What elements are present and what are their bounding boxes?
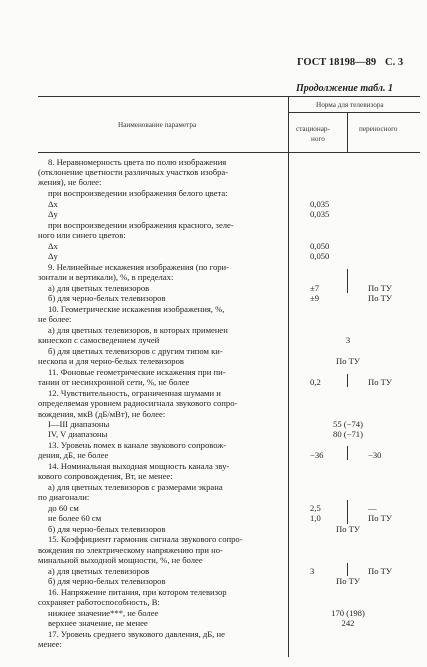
table-row bbox=[0, 335, 427, 346]
parameter-text: (отклонение цветности различных участков изобра- bbox=[38, 167, 229, 177]
parameter-text: Δy bbox=[48, 209, 58, 219]
parameter-text: тании от несинхронной сети, %, не более bbox=[38, 377, 190, 387]
parameter-text: при воспроизведении изображения красного, зеле- bbox=[48, 220, 234, 230]
parameter-text: вождения, мкВ (дБ/мВт), не более: bbox=[38, 409, 166, 419]
table-continuation-label: Продолжение табл. 1 bbox=[296, 83, 394, 94]
parameter-text: минальной выходной мощности, %, не более bbox=[38, 555, 203, 565]
value-stationary: −36 bbox=[310, 450, 324, 460]
parameter-text: дения, дБ, не более bbox=[38, 450, 109, 460]
table-row bbox=[0, 555, 427, 566]
table-row bbox=[0, 471, 427, 482]
parameter-text: Δx bbox=[48, 241, 58, 251]
value-portable: По ТУ bbox=[368, 566, 392, 576]
parameter-text: верхнее значение, не менее bbox=[48, 618, 148, 628]
value-stationary: ±7 bbox=[310, 283, 320, 293]
column-header-parameter: Наименование параметра bbox=[118, 121, 197, 129]
value-common: По ТУ bbox=[336, 576, 360, 586]
parameter-text: по диагонали: bbox=[38, 492, 90, 502]
parameter-text: а) для цветных телевизоров с размерами экрана bbox=[48, 482, 223, 492]
parameter-text: 8. Неравномерность цвета по полю изображения bbox=[48, 157, 227, 167]
parameter-text: 11. Фоновые геометрические искажения при пи- bbox=[48, 367, 226, 377]
column-header-stationary-line2: ного bbox=[311, 135, 325, 143]
parameter-text: сохраняет работоспособность, В: bbox=[38, 597, 160, 607]
value-common: 3 bbox=[345, 335, 351, 345]
value-common: По ТУ bbox=[336, 356, 360, 366]
page-number: С. 3 bbox=[385, 57, 404, 68]
table-header-bottom-rule bbox=[38, 152, 420, 153]
parameter-text: 9. Нелинейные искажения изображения (по гори- bbox=[48, 262, 229, 272]
parameter-text: 13. Уровень помех в канале звукового сопровож- bbox=[48, 440, 227, 450]
value-common: 55 (−74) bbox=[333, 419, 363, 429]
value-common: По ТУ bbox=[336, 524, 360, 534]
value-stationary: 0,050 bbox=[310, 251, 330, 261]
parameter-text: не более 60 см bbox=[48, 513, 102, 523]
table-row bbox=[0, 230, 427, 241]
parameter-text: а) для цветных телевизоров bbox=[48, 566, 150, 576]
table-row bbox=[0, 177, 427, 188]
column-header-stationary-line1: стационар- bbox=[296, 125, 330, 133]
value-portable: −30 bbox=[368, 450, 382, 460]
parameter-text: 17. Уровень среднего звукового давления, дБ, не bbox=[48, 629, 225, 639]
standard-number: ГОСТ 18198—89 bbox=[297, 57, 377, 68]
parameter-text: 14. Номинальная выходная мощность канала зву- bbox=[48, 461, 230, 471]
parameter-text: ного или синего цветов: bbox=[38, 230, 126, 240]
value-portable: По ТУ bbox=[368, 513, 392, 523]
parameter-text: 10. Геометрические искажения изображения, %, bbox=[48, 304, 225, 314]
parameter-text: нескопа и для черно-белых телевизоров bbox=[38, 356, 184, 366]
parameter-text: б) для черно-белых телевизоров bbox=[48, 293, 166, 303]
value-stationary: 3 bbox=[310, 566, 315, 576]
value-portable: По ТУ bbox=[368, 293, 392, 303]
table-row bbox=[0, 209, 427, 220]
table-row bbox=[0, 272, 427, 283]
parameter-text: а) для цветных телевизоров bbox=[48, 283, 150, 293]
parameter-text: Δy bbox=[48, 251, 58, 261]
value-stationary: 2,5 bbox=[310, 503, 321, 513]
value-stationary: 0,2 bbox=[310, 377, 321, 387]
table-row bbox=[0, 450, 427, 461]
norm-group-rule bbox=[288, 112, 420, 113]
parameter-text: при воспроизведении изображения белого цвета: bbox=[48, 188, 228, 198]
parameter-text: менее: bbox=[38, 639, 62, 649]
value-stationary: ±9 bbox=[310, 293, 320, 303]
table-column-divider bbox=[288, 96, 289, 152]
table-row bbox=[0, 639, 427, 650]
table-row bbox=[0, 618, 427, 629]
parameter-text: 16. Напряжение питания, при котором телевизор bbox=[48, 587, 227, 597]
parameter-text: 12. Чувствительность, ограниченная шумами и bbox=[48, 388, 221, 398]
parameter-text: определяемая уровнем радиосигнала звукового сопро- bbox=[38, 398, 238, 408]
parameter-text: Δx bbox=[48, 199, 58, 209]
column-header-norm-group: Норма для телевизора bbox=[316, 101, 384, 109]
table-row bbox=[0, 534, 427, 545]
value-stationary: 0,050 bbox=[310, 241, 330, 251]
table-row bbox=[0, 251, 427, 262]
table-row bbox=[0, 597, 427, 608]
parameter-text: а) для цветных телевизоров, в которых применен bbox=[48, 325, 228, 335]
table-row bbox=[0, 398, 427, 409]
table-row bbox=[0, 314, 427, 325]
parameter-text: 15. Коэффициент гармоник сигнала звукового сопро- bbox=[48, 534, 243, 544]
table-row bbox=[0, 293, 427, 304]
column-header-portable: переносного bbox=[359, 125, 398, 133]
value-common: 170 (198) bbox=[331, 608, 365, 618]
table-row bbox=[0, 188, 427, 199]
table-row bbox=[0, 492, 427, 503]
parameter-text: б) для черно-белых телевизоров bbox=[48, 576, 166, 586]
value-portable: По ТУ bbox=[368, 377, 392, 387]
parameter-text: не более: bbox=[38, 314, 72, 324]
table-row bbox=[0, 377, 427, 388]
parameter-text: IV, V диапазоны bbox=[48, 429, 108, 439]
table-row bbox=[0, 356, 427, 367]
table-row bbox=[0, 429, 427, 440]
parameter-text: б) для цветных телевизоров с другим типом ки- bbox=[48, 346, 223, 356]
table-row bbox=[0, 513, 427, 524]
value-stationary: 0,035 bbox=[310, 209, 330, 219]
parameter-text: I—III диапазоны bbox=[48, 419, 110, 429]
table-row bbox=[0, 576, 427, 587]
value-common: 80 (−71) bbox=[333, 429, 363, 439]
value-portable: — bbox=[368, 503, 377, 513]
value-stationary: 1,0 bbox=[310, 513, 321, 523]
parameter-text: нижнее значение***, не более bbox=[48, 608, 159, 618]
norm-subcolumn-divider bbox=[347, 112, 348, 152]
parameter-text: вождения по электрическому напряжению при но- bbox=[38, 545, 223, 555]
parameter-text: б) для черно-белых телевизоров bbox=[48, 524, 166, 534]
value-common: 242 bbox=[341, 618, 355, 628]
table-top-rule bbox=[38, 96, 420, 97]
parameter-text: кинескоп с самосведением лучей bbox=[38, 335, 160, 345]
parameter-text: кового сопровождения, Вт, не менее: bbox=[38, 471, 173, 481]
parameter-text: зонтали и вертикали), %, в пределах: bbox=[38, 272, 174, 282]
value-stationary: 0,035 bbox=[310, 199, 330, 209]
parameter-text: жения), не более: bbox=[38, 177, 102, 187]
parameter-text: до 60 см bbox=[48, 503, 79, 513]
value-portable: По ТУ bbox=[368, 283, 392, 293]
